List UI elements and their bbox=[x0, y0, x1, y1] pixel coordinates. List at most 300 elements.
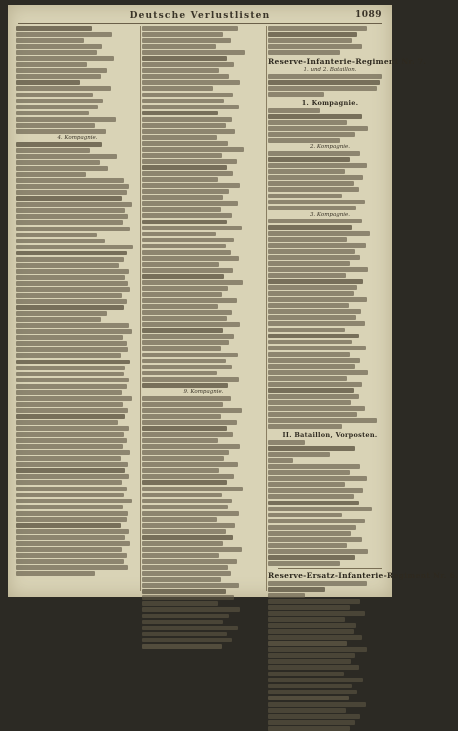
illegible-text bbox=[16, 38, 84, 43]
text-line bbox=[142, 244, 265, 249]
illegible-text bbox=[142, 195, 223, 200]
illegible-text bbox=[268, 412, 357, 417]
illegible-text bbox=[142, 256, 239, 261]
illegible-text bbox=[142, 614, 229, 619]
illegible-text bbox=[16, 456, 121, 461]
illegible-text bbox=[16, 426, 129, 431]
text-line bbox=[268, 720, 392, 725]
illegible-text bbox=[268, 561, 340, 566]
illegible-text bbox=[16, 505, 123, 510]
text-line bbox=[268, 315, 392, 320]
text-line bbox=[268, 261, 392, 266]
text-line bbox=[142, 141, 265, 146]
illegible-text bbox=[142, 371, 217, 376]
text-line bbox=[16, 281, 139, 286]
illegible-text bbox=[142, 620, 223, 625]
illegible-text bbox=[142, 274, 224, 279]
illegible-text bbox=[142, 547, 242, 552]
section-subheading: 9. Kompagnie. bbox=[183, 388, 224, 395]
illegible-text bbox=[142, 553, 219, 558]
illegible-text bbox=[268, 400, 351, 405]
illegible-text bbox=[268, 151, 360, 156]
text-line bbox=[16, 56, 139, 61]
illegible-text bbox=[16, 541, 130, 546]
text-line bbox=[142, 38, 265, 43]
text-line bbox=[268, 696, 392, 701]
text-line bbox=[142, 274, 265, 279]
illegible-text bbox=[142, 165, 227, 170]
illegible-text bbox=[268, 581, 367, 586]
text-line bbox=[268, 321, 392, 326]
text-line bbox=[268, 206, 392, 211]
illegible-text bbox=[16, 305, 124, 310]
text-line bbox=[268, 684, 392, 689]
text-line bbox=[142, 220, 265, 225]
text-line bbox=[268, 525, 392, 530]
text-line bbox=[268, 334, 392, 339]
text-line bbox=[16, 239, 139, 244]
illegible-text bbox=[268, 555, 355, 560]
text-line bbox=[16, 287, 139, 292]
text-line bbox=[142, 517, 265, 522]
text-line bbox=[268, 237, 392, 242]
section-subheading: 4. Kompagnie. bbox=[57, 134, 98, 141]
illegible-text bbox=[142, 577, 221, 582]
text-line bbox=[268, 297, 392, 302]
illegible-text bbox=[142, 153, 222, 158]
document-page bbox=[8, 5, 458, 597]
text-line bbox=[16, 160, 139, 165]
text-line bbox=[16, 263, 139, 268]
text-line bbox=[142, 322, 265, 327]
illegible-text bbox=[16, 56, 114, 61]
illegible-text bbox=[16, 123, 95, 128]
illegible-text bbox=[142, 93, 233, 98]
illegible-text bbox=[268, 599, 360, 604]
text-line bbox=[268, 412, 392, 417]
text-line bbox=[16, 360, 139, 365]
text-line bbox=[268, 328, 392, 333]
text-line bbox=[16, 154, 139, 159]
illegible-text bbox=[142, 408, 242, 413]
text-line bbox=[142, 129, 265, 134]
text-line bbox=[142, 535, 265, 540]
text-line bbox=[268, 665, 392, 670]
text-line bbox=[16, 190, 139, 195]
text-line bbox=[268, 382, 392, 387]
illegible-text bbox=[268, 458, 293, 463]
text-line bbox=[268, 86, 392, 91]
text-line bbox=[142, 414, 265, 419]
illegible-text bbox=[142, 462, 238, 467]
text-line bbox=[142, 183, 265, 188]
text-line bbox=[142, 316, 265, 321]
illegible-text bbox=[142, 304, 218, 309]
text-line bbox=[142, 111, 265, 116]
text-line bbox=[142, 432, 265, 437]
section-heading: 1. Kompagnie. bbox=[301, 98, 359, 107]
text-line bbox=[16, 299, 139, 304]
text-line bbox=[268, 726, 392, 731]
illegible-text bbox=[16, 311, 107, 316]
text-line bbox=[142, 99, 265, 104]
text-line bbox=[16, 26, 139, 31]
text-line bbox=[142, 195, 265, 200]
illegible-text bbox=[142, 105, 239, 110]
section-heading: Reserve-Ersatz-Infanterie-Regiment Nr. 6. bbox=[268, 570, 458, 580]
text-line bbox=[16, 565, 139, 570]
text-line bbox=[268, 267, 392, 272]
text-line bbox=[268, 151, 392, 156]
illegible-text bbox=[16, 148, 90, 153]
illegible-text bbox=[142, 340, 229, 345]
text-line bbox=[268, 424, 392, 429]
illegible-text bbox=[142, 505, 228, 510]
illegible-text bbox=[268, 665, 359, 670]
text-line bbox=[16, 32, 139, 37]
illegible-text bbox=[268, 726, 350, 731]
section-rule bbox=[278, 568, 382, 569]
illegible-text bbox=[268, 388, 354, 393]
illegible-text bbox=[268, 297, 367, 302]
illegible-text bbox=[268, 175, 363, 180]
text-line bbox=[16, 111, 139, 116]
text-line bbox=[16, 505, 139, 510]
illegible-text bbox=[16, 341, 127, 346]
illegible-text bbox=[268, 593, 305, 598]
illegible-text bbox=[268, 157, 350, 162]
illegible-text bbox=[16, 233, 97, 238]
illegible-text bbox=[268, 120, 347, 125]
text-line bbox=[16, 233, 139, 238]
text-line bbox=[142, 614, 265, 619]
text-line bbox=[16, 305, 139, 310]
illegible-text bbox=[268, 488, 363, 493]
illegible-text bbox=[16, 396, 132, 401]
text-line bbox=[268, 507, 392, 512]
text-line bbox=[268, 653, 392, 658]
illegible-text bbox=[268, 187, 359, 192]
text-line bbox=[16, 487, 139, 492]
text-line bbox=[268, 364, 392, 369]
illegible-text bbox=[268, 406, 365, 411]
text-line bbox=[268, 126, 392, 131]
text-line bbox=[142, 304, 265, 309]
text-line bbox=[142, 468, 265, 473]
text-line bbox=[16, 559, 139, 564]
text-line bbox=[16, 245, 139, 250]
text-line bbox=[16, 444, 139, 449]
illegible-text bbox=[16, 86, 111, 91]
text-line bbox=[142, 232, 265, 237]
illegible-text bbox=[142, 117, 232, 122]
text-line bbox=[268, 488, 392, 493]
illegible-text bbox=[16, 293, 122, 298]
illegible-text bbox=[268, 163, 367, 168]
text-line bbox=[268, 611, 392, 616]
illegible-text bbox=[268, 358, 360, 363]
illegible-text bbox=[16, 62, 87, 67]
text-line bbox=[16, 105, 139, 110]
illegible-text bbox=[268, 418, 377, 423]
text-line bbox=[268, 181, 392, 186]
illegible-text bbox=[268, 219, 362, 224]
illegible-text bbox=[16, 444, 123, 449]
illegible-text bbox=[142, 99, 224, 104]
illegible-text bbox=[268, 370, 368, 375]
illegible-text bbox=[16, 535, 125, 540]
illegible-text bbox=[142, 171, 233, 176]
illegible-text bbox=[16, 44, 102, 49]
text-line bbox=[142, 153, 265, 158]
illegible-text bbox=[142, 480, 227, 485]
illegible-text bbox=[268, 291, 354, 296]
illegible-text bbox=[142, 268, 233, 273]
text-line bbox=[16, 450, 139, 455]
illegible-text bbox=[142, 135, 217, 140]
illegible-text bbox=[142, 493, 222, 498]
text-line bbox=[142, 201, 265, 206]
text-line bbox=[16, 335, 139, 340]
illegible-text bbox=[16, 317, 101, 322]
illegible-text bbox=[16, 184, 129, 189]
text-line bbox=[268, 519, 392, 524]
illegible-text bbox=[268, 501, 359, 506]
text-line bbox=[268, 175, 392, 180]
illegible-text bbox=[142, 310, 232, 315]
illegible-text bbox=[16, 196, 122, 201]
illegible-text bbox=[142, 292, 222, 297]
illegible-text bbox=[16, 111, 89, 116]
text-line bbox=[142, 553, 265, 558]
illegible-text bbox=[142, 601, 218, 606]
illegible-text bbox=[16, 129, 106, 134]
text-line bbox=[268, 370, 392, 375]
illegible-text bbox=[268, 132, 355, 137]
section-subheading: 1. und 2. Bataillon. bbox=[303, 66, 357, 73]
illegible-text bbox=[268, 382, 362, 387]
illegible-text bbox=[16, 190, 127, 195]
illegible-text bbox=[142, 298, 237, 303]
illegible-text bbox=[142, 220, 227, 225]
illegible-text bbox=[142, 450, 229, 455]
section-subheading: 2. Kompagnie. bbox=[309, 144, 351, 151]
illegible-text bbox=[142, 74, 229, 79]
text-line bbox=[142, 620, 265, 625]
illegible-text bbox=[16, 529, 129, 534]
illegible-text bbox=[142, 644, 222, 649]
text-line bbox=[268, 647, 392, 652]
text-line bbox=[16, 535, 139, 540]
illegible-text bbox=[268, 708, 346, 713]
text-line bbox=[268, 581, 392, 586]
illegible-text bbox=[16, 432, 124, 437]
illegible-text bbox=[268, 507, 372, 512]
text-line bbox=[142, 32, 265, 37]
illegible-text bbox=[16, 438, 127, 443]
text-line bbox=[142, 559, 265, 564]
illegible-text bbox=[142, 444, 240, 449]
text-line bbox=[16, 462, 139, 467]
text-line bbox=[142, 340, 265, 345]
text-line bbox=[142, 420, 265, 425]
text-line bbox=[16, 50, 139, 55]
illegible-text bbox=[16, 245, 133, 250]
illegible-text bbox=[142, 44, 216, 49]
illegible-text bbox=[16, 220, 123, 225]
text-line bbox=[268, 108, 392, 113]
text-line bbox=[268, 285, 392, 290]
illegible-text bbox=[16, 178, 124, 183]
illegible-text bbox=[16, 154, 117, 159]
illegible-text bbox=[16, 474, 129, 479]
text-line bbox=[268, 249, 392, 254]
illegible-text bbox=[142, 359, 226, 364]
text-line bbox=[142, 353, 265, 358]
illegible-text bbox=[16, 571, 95, 576]
illegible-text bbox=[16, 251, 127, 256]
text-line bbox=[16, 547, 139, 552]
illegible-text bbox=[142, 244, 226, 249]
illegible-text bbox=[16, 142, 102, 147]
text-line bbox=[142, 26, 265, 31]
illegible-text bbox=[142, 632, 227, 637]
illegible-text bbox=[16, 160, 100, 165]
text-line bbox=[268, 219, 392, 224]
text-line bbox=[142, 589, 265, 594]
illegible-text bbox=[268, 321, 365, 326]
text-line bbox=[142, 189, 265, 194]
illegible-text bbox=[142, 32, 223, 37]
illegible-text bbox=[16, 263, 119, 268]
text-line bbox=[268, 358, 392, 363]
illegible-text bbox=[16, 208, 125, 213]
text-line bbox=[142, 105, 265, 110]
illegible-text bbox=[16, 499, 132, 504]
illegible-text bbox=[16, 565, 128, 570]
text-line bbox=[142, 426, 265, 431]
text-line bbox=[16, 275, 139, 280]
illegible-text bbox=[268, 376, 347, 381]
right-column bbox=[268, 26, 458, 591]
text-line bbox=[142, 359, 265, 364]
illegible-text bbox=[268, 452, 330, 457]
illegible-text bbox=[16, 553, 127, 558]
text-columns bbox=[16, 26, 458, 591]
text-line bbox=[268, 494, 392, 499]
text-line bbox=[16, 523, 139, 528]
text-line bbox=[268, 587, 392, 592]
illegible-text bbox=[16, 299, 127, 304]
text-line bbox=[268, 513, 392, 518]
text-line bbox=[268, 231, 392, 236]
text-line bbox=[268, 340, 392, 345]
text-line bbox=[142, 396, 265, 401]
text-line bbox=[16, 80, 139, 85]
illegible-text bbox=[268, 32, 357, 37]
text-line bbox=[142, 262, 265, 267]
illegible-text bbox=[142, 250, 231, 255]
text-line bbox=[142, 408, 265, 413]
text-line bbox=[16, 317, 139, 322]
illegible-text bbox=[16, 287, 130, 292]
illegible-text bbox=[142, 438, 218, 443]
text-line bbox=[16, 257, 139, 262]
text-line bbox=[142, 462, 265, 467]
illegible-text bbox=[142, 334, 234, 339]
illegible-text bbox=[142, 316, 227, 321]
illegible-text bbox=[142, 487, 243, 492]
illegible-text bbox=[268, 659, 351, 664]
text-line bbox=[142, 571, 265, 576]
text-line bbox=[16, 493, 139, 498]
illegible-text bbox=[16, 172, 86, 177]
illegible-text bbox=[268, 237, 347, 242]
text-line bbox=[16, 378, 139, 383]
illegible-text bbox=[142, 607, 240, 612]
text-line bbox=[142, 438, 265, 443]
illegible-text bbox=[142, 129, 235, 134]
text-line bbox=[142, 383, 265, 388]
illegible-text bbox=[268, 476, 367, 481]
text-line bbox=[16, 208, 139, 213]
illegible-text bbox=[268, 249, 355, 254]
text-line bbox=[268, 163, 392, 168]
text-line bbox=[16, 178, 139, 183]
text-line bbox=[142, 644, 265, 649]
text-line bbox=[268, 531, 392, 536]
text-line bbox=[16, 123, 139, 128]
text-line bbox=[268, 458, 392, 463]
text-line bbox=[142, 638, 265, 643]
text-line bbox=[16, 142, 139, 147]
text-line bbox=[16, 323, 139, 328]
illegible-text bbox=[142, 123, 226, 128]
text-line bbox=[268, 702, 392, 707]
illegible-text bbox=[268, 641, 347, 646]
illegible-text bbox=[142, 232, 216, 237]
text-line bbox=[16, 44, 139, 49]
illegible-text bbox=[268, 194, 342, 199]
illegible-text bbox=[268, 114, 362, 119]
text-line bbox=[16, 390, 139, 395]
text-line bbox=[142, 577, 265, 582]
text-line bbox=[142, 147, 265, 152]
illegible-text bbox=[142, 456, 224, 461]
text-line bbox=[16, 196, 139, 201]
text-line bbox=[268, 690, 392, 695]
text-line bbox=[16, 62, 139, 67]
text-line bbox=[16, 499, 139, 504]
text-line bbox=[268, 394, 392, 399]
page-header bbox=[18, 9, 382, 23]
text-line bbox=[142, 595, 265, 600]
text-line bbox=[142, 493, 265, 498]
text-line bbox=[268, 255, 392, 260]
illegible-text bbox=[16, 378, 129, 383]
text-line bbox=[142, 238, 265, 243]
illegible-text bbox=[268, 261, 350, 266]
text-line bbox=[16, 571, 139, 576]
illegible-text bbox=[16, 366, 125, 371]
illegible-text bbox=[268, 303, 349, 308]
illegible-text bbox=[142, 26, 238, 31]
illegible-text bbox=[268, 494, 354, 499]
text-line bbox=[268, 120, 392, 125]
text-line bbox=[142, 626, 265, 631]
illegible-text bbox=[16, 26, 92, 31]
text-line bbox=[142, 474, 265, 479]
